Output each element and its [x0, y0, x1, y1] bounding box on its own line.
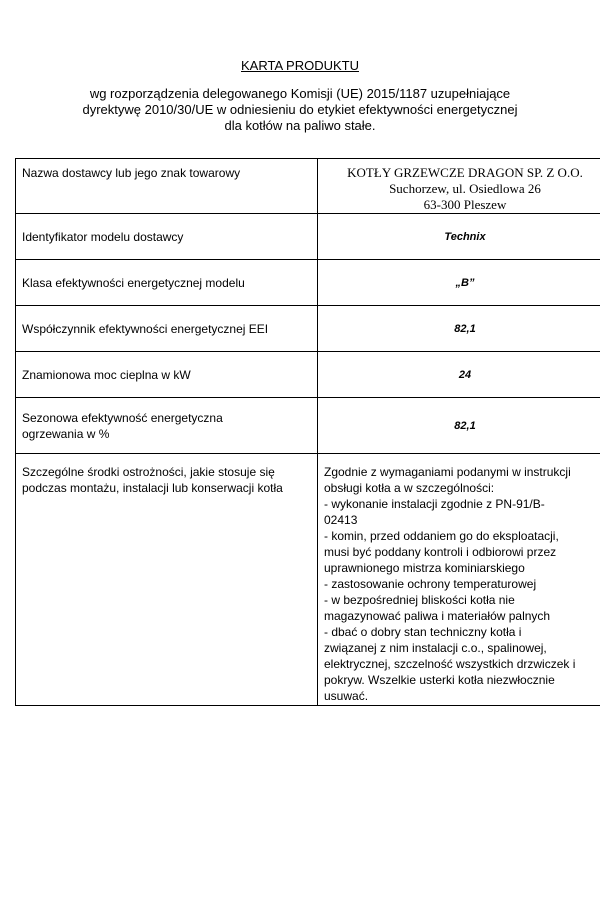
- precautions-line: Zgodnie z wymaganiami podanymi w instrukcji: [324, 465, 571, 479]
- eei-label: Współczynnik efektywności energetycznej EEI: [16, 306, 318, 352]
- precautions-line: - komin, przed oddaniem go do eksploatacji,: [324, 529, 559, 543]
- subtitle-line: wg rozporządzenia delegowanego Komisji (UE) 2015/1187 uzupełniające: [89, 86, 511, 101]
- precautions-line: - dbać o dobry stan techniczny kotła i: [324, 625, 522, 639]
- supplier-value: [318, 159, 600, 214]
- precautions-line: 02413: [324, 513, 358, 527]
- seasonal-efficiency-label-line: ogrzewania w %: [22, 426, 110, 441]
- model-id-value: Technix: [318, 214, 600, 260]
- table-row-model-id: [16, 214, 600, 260]
- efficiency-class-label: Klasa efektywności energetycznej modelu: [16, 260, 318, 306]
- table-row-precautions: [16, 454, 600, 706]
- seasonal-efficiency-label-line: Sezonowa efektywność energetyczna: [22, 410, 223, 425]
- supplier-city: 63-300 Pleszew: [423, 197, 507, 212]
- precautions-line: elektrycznej, szczelność wszystkich drzwiczek i: [324, 657, 576, 671]
- supplier-label: Nazwa dostawcy lub jego znak towarowy: [16, 159, 318, 214]
- table-row-efficiency-class: [16, 260, 600, 306]
- precautions-line: - zastosowanie ochrony temperaturowej: [324, 577, 537, 591]
- eei-value: 82,1: [318, 306, 600, 352]
- seasonal-efficiency-label: [16, 398, 318, 454]
- precautions-line: - w bezpośredniej bliskości kotła nie: [324, 593, 515, 607]
- supplier-name: KOTŁY GRZEWCZE DRAGON SP. Z O.O.: [347, 165, 583, 180]
- precautions-line: związanej z nim instalacji c.o., spalinowej,: [324, 641, 547, 655]
- document-subtitle: [40, 86, 560, 134]
- precautions-line: usuwać.: [324, 689, 369, 703]
- rated-output-label: Znamionowa moc cieplna w kW: [16, 352, 318, 398]
- precautions-line: - wykonanie instalacji zgodnie z PN-91/B-: [324, 497, 545, 511]
- precautions-line: pokryw. Wszelkie usterki kotła niezwłocznie: [324, 673, 555, 687]
- precautions-line: obsługi kotła a w szczególności:: [324, 481, 495, 495]
- table-row-supplier: [16, 159, 600, 214]
- subtitle-line: dyrektywę 2010/30/UE w odniesieniu do etykiet efektywności energetycznej: [82, 102, 518, 117]
- precautions-line: uprawnionego mistrza kominiarskiego: [324, 561, 525, 575]
- table-row-rated-output: [16, 352, 600, 398]
- seasonal-efficiency-value: 82,1: [318, 398, 600, 454]
- subtitle-line: dla kotłów na paliwo stałe.: [224, 118, 376, 133]
- document-title: KARTA PRODUKTU: [241, 58, 359, 73]
- table-row-seasonal-efficiency: [16, 398, 600, 454]
- precautions-label: [16, 454, 318, 706]
- rated-output-value: 24: [318, 352, 600, 398]
- precautions-label-line: Szczególne środki ostrożności, jakie stosuje się: [22, 465, 275, 479]
- precautions-line: magazynować paliwa i materiałów palnych: [324, 609, 551, 623]
- model-id-label: Identyfikator modelu dostawcy: [16, 214, 318, 260]
- precautions-value: [318, 454, 600, 706]
- product-info-table: [15, 158, 600, 706]
- table-row-eei: [16, 306, 600, 352]
- efficiency-class-value: „B”: [318, 260, 600, 306]
- precautions-line: musi być poddany kontroli i odbiorowi przez: [324, 545, 557, 559]
- precautions-label-line: podczas montażu, instalacji lub konserwacji kotła: [22, 481, 283, 495]
- supplier-street: Suchorzew, ul. Osiedlowa 26: [389, 181, 541, 196]
